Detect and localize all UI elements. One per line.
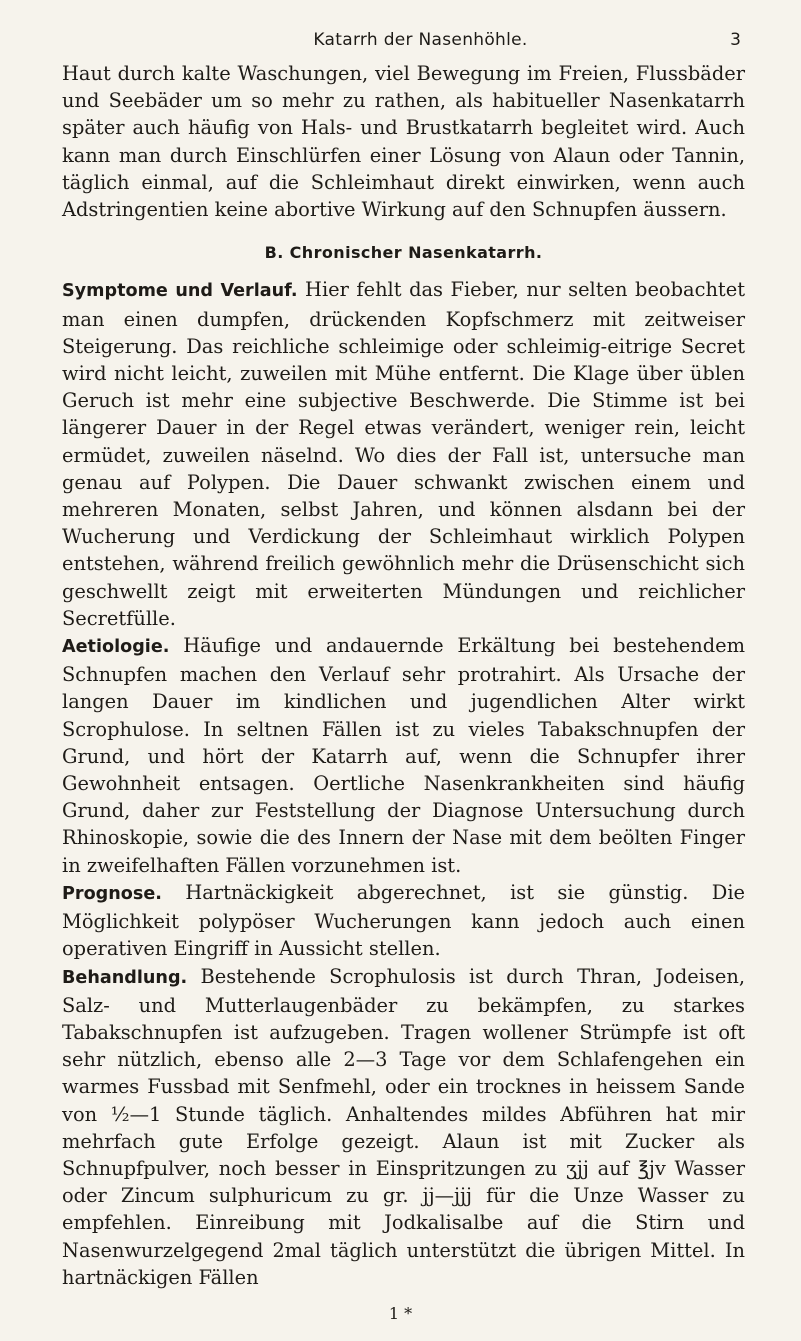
page-number: 3 <box>730 30 741 50</box>
running-header <box>100 30 741 54</box>
paragraph-symptome <box>62 276 745 632</box>
running-title: Katarrh der Nasenhöhle. <box>313 30 528 50</box>
paragraph-lead: Aetiologie. <box>62 637 170 658</box>
paragraph-lead: Symptome und Verlauf. <box>62 281 298 302</box>
paragraph-aetiologie <box>62 632 745 879</box>
paragraph-behandlung <box>62 963 745 1291</box>
paragraph-lead: Prognose. <box>62 883 162 904</box>
paragraph-text: Hartnäckigkeit abgerechnet, ist sie günstig. Die Möglichkeit polypöser Wucherungen kann jedoch auch einen operativen Eingriff in Aussicht stellen. <box>62 880 745 961</box>
paragraph-text: Häufige und andauernde Erkältung bei bestehendem Schnupfen machen den Verlauf sehr protrahirt. Als Ursache der langen Dauer im kindlichen und jugendlichen Alter wirkt Scrophulose. In seltnen Fällen ist zu vieles Tabakschnupfen der Grund, und hört der Katarrh auf, wenn die Schnupfer ihrer Gewohnheit entsagen. Oertliche Nasenkrankheiten sind häufig Grund, daher zur Feststellung der Diagnose Untersuchung durch Rhinoskopie, sowie die des Innern der Nase mit dem beölten Finger in zweifelhaften Fällen vorzunehmen ist. <box>62 634 745 877</box>
paragraph-text: Bestehende Scrophulosis ist durch Thran, Jodeisen, Salz- und Mutterlaugenbäder zu bekämpfen, zu starkes Tabakschnupfen ist aufzugeben. Tragen wollener Strümpfe ist oft sehr nützlich, ebenso alle 2—3 Tage vor dem Schlafengehen ein warmes Fussbad mit Senfmehl, oder ein trocknes in heissem Sande von ½—1 Stunde täglich. Anhaltendes mildes Abführen hat mir mehrfach gute Erfolge gezeigt. Alaun ist mit Zucker als Schnupfpulver, noch besser in Einspritzungen zu ʒjj auf ℥jv Wasser oder Zincum sulphuricum zu gr. jj—jjj für die Unze Wasser zu empfehlen. Einreibung mit Jodkalisalbe auf die Stirn und Nasenwurzelgegend 2mal täglich unterstützt die übrigen Mittel. In hartnäckigen Fällen <box>62 964 745 1289</box>
section-title: B. Chronischer Nasenkatarrh. <box>264 243 543 263</box>
intro-paragraph: Haut durch kalte Waschungen, viel Bewegung im Freien, Flussbäder und Seebäder um so mehr zu rathen, als habitueller Nasenkatarrh später auch häufig von Hals- und Brustkatarrh begleitet wird. Auch kann man durch Einschlürfen einer Lösung von Alaun oder Tannin, täglich einmal, auf die Schleimhaut direkt einwirken, wenn auch Adstringentien keine abortive Wirkung auf den Schnupfen äussern. <box>62 62 745 222</box>
paragraph-text: Hier fehlt das Fieber, nur selten beobachtet man einen dumpfen, drückenden Kopfschmerz mit zeitweiser Steigerung. Das reichliche schleimige oder schleimig-eitrige Secret wird nicht leicht, zuweilen mit Mühe entfernt. Die Klage über üblen Geruch ist mehr eine subjective Beschwerde. Die Stimme ist bei längerer Dauer in der Regel etwas verändert, weniger rein, leicht ermüdet, zuweilen näselnd. Wo dies der Fall ist, untersuche man genau auf Polypen. Die Dauer schwankt zwischen einem und mehreren Monaten, selbst Jahren, und können alsdann bei der Wucherung und Verdickung der Schleimhaut wirklich Polypen entstehen, während freilich gewöhnlich mehr die Drüsenschicht sich geschwellt zeigt mit erweiterten Mündungen und reichlicher Secretfülle. <box>62 278 745 630</box>
paragraph-lead: Behandlung. <box>62 967 188 988</box>
paragraph-prognose <box>62 879 745 963</box>
signature-mark: 1 * <box>388 1304 413 1323</box>
body-text <box>62 60 745 1291</box>
